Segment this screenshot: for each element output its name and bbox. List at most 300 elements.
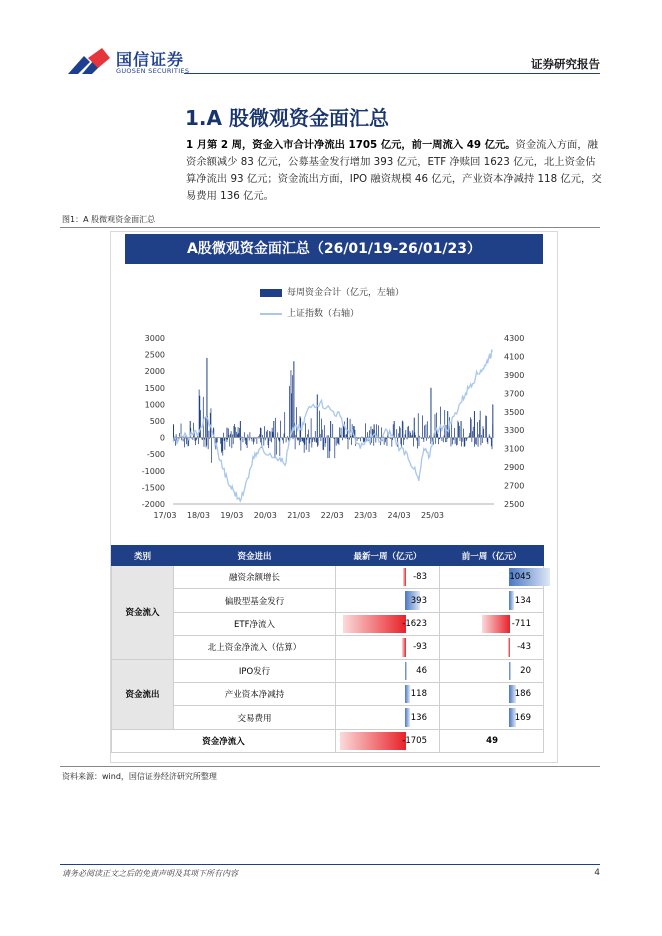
flow-bar	[391, 438, 392, 447]
flow-bar	[289, 386, 290, 438]
prev-cell-bar	[482, 615, 510, 633]
prev-cell	[440, 612, 544, 635]
flow-bar	[307, 434, 308, 437]
flow-bar-peak	[394, 421, 395, 438]
flow-bar	[400, 428, 401, 438]
flow-bar	[245, 438, 246, 441]
flow-bar	[410, 431, 411, 437]
flow-bar	[234, 424, 235, 438]
flow-bar	[323, 438, 324, 451]
flow-bar	[227, 438, 228, 442]
flow-bar	[400, 438, 401, 445]
flow-bar	[460, 438, 461, 441]
flow-bar	[324, 425, 325, 437]
flow-bar	[270, 431, 271, 437]
flow-bar	[259, 434, 260, 437]
page-number: 4	[594, 868, 600, 878]
flow-bar	[396, 429, 397, 437]
item-cell: 产业资本净减持	[174, 682, 336, 705]
latest-cell-bar	[405, 708, 410, 726]
flow-bar	[346, 434, 347, 438]
net-prev-cell	[440, 729, 544, 752]
flow-bar	[304, 438, 305, 445]
flow-bar	[306, 438, 307, 450]
flow-bar	[239, 428, 240, 438]
table-header-row	[112, 546, 544, 566]
flow-bar	[272, 428, 273, 438]
right-tick-label: 3900	[504, 370, 525, 380]
prev-cell-bar	[508, 638, 510, 656]
flow-bar	[295, 438, 296, 450]
flow-bar	[224, 438, 225, 450]
flow-bar	[299, 438, 300, 446]
flow-bar	[476, 438, 477, 445]
flow-bar	[349, 438, 350, 440]
prev-cell	[440, 636, 544, 659]
flow-bar	[272, 432, 273, 438]
flow-bar	[283, 438, 284, 444]
flow-bar	[268, 438, 269, 449]
category-cell: 资金流出	[112, 659, 174, 729]
flow-bar	[336, 438, 337, 446]
flow-bar-peak	[293, 361, 294, 437]
prev-cell-value: 186	[514, 689, 531, 700]
flow-bar	[337, 438, 338, 444]
flow-bar	[375, 438, 376, 443]
left-tick-label: -1500	[141, 483, 165, 493]
item-cell: ETF净流入	[174, 612, 336, 635]
header-category: 类别	[112, 546, 174, 566]
flow-bar	[442, 438, 443, 441]
flow-bar	[328, 435, 329, 437]
flow-bar	[338, 438, 339, 444]
flow-bar	[427, 421, 428, 437]
flow-bar	[282, 438, 283, 441]
left-tick-label: 2500	[144, 350, 165, 360]
flow-bar	[472, 431, 473, 437]
table-row	[112, 612, 544, 635]
flow-bar	[204, 438, 205, 447]
flow-bar	[385, 438, 386, 443]
left-tick-label: 3000	[144, 334, 165, 343]
flow-bar-peak	[206, 358, 207, 438]
flow-bar	[486, 416, 487, 438]
flow-bar	[243, 438, 244, 443]
flow-bar	[463, 429, 464, 438]
flow-bar	[256, 438, 257, 444]
flow-bar	[327, 435, 328, 437]
flow-bar	[232, 434, 233, 437]
flow-bar	[464, 438, 465, 447]
flow-bar	[195, 438, 196, 446]
prev-cell-value: 134	[514, 595, 531, 606]
flow-bar	[231, 431, 232, 437]
header-prev: 前一周（亿元）	[440, 546, 544, 566]
flow-bar	[422, 415, 423, 437]
flow-bar	[302, 438, 303, 442]
category-cell: 资金流入	[112, 566, 174, 660]
flow-bar	[186, 438, 187, 445]
flow-bar	[371, 438, 372, 443]
flow-bar	[311, 418, 312, 437]
flow-bar	[247, 434, 248, 437]
flow-bar	[240, 438, 241, 441]
flow-bar	[322, 430, 323, 438]
flow-bar	[470, 417, 471, 437]
flow-bar	[298, 438, 299, 441]
table-row	[112, 636, 544, 659]
flow-bar-peak	[474, 411, 475, 438]
flow-bar	[417, 438, 418, 449]
section-title: 1.A 股微观资金面汇总	[185, 106, 389, 130]
flow-bar-peak	[240, 421, 241, 438]
flow-bar	[195, 438, 196, 441]
logo-text-cn: 国信证券	[116, 50, 185, 69]
summary-paragraph	[186, 137, 602, 205]
prev-cell	[440, 659, 544, 682]
flow-bar	[181, 438, 182, 441]
right-tick-label: 4300	[504, 334, 525, 343]
flow-bar	[478, 438, 479, 447]
flow-bar	[455, 438, 456, 444]
flow-bar	[487, 438, 488, 445]
flow-bar	[302, 438, 303, 442]
flow-bar	[325, 438, 326, 447]
flow-bar	[305, 423, 306, 437]
flow-bar	[403, 422, 404, 438]
item-cell: 北上资金净流入（估算）	[174, 636, 336, 659]
flow-bar	[365, 423, 366, 437]
flow-bar	[373, 438, 374, 446]
table-row	[112, 659, 544, 682]
prev-cell-bar	[509, 662, 511, 680]
guosen-logo-icon	[66, 48, 112, 78]
flow-bar	[344, 421, 345, 437]
flow-bar	[458, 422, 459, 437]
flow-bar	[271, 438, 272, 443]
flow-bar	[250, 432, 251, 437]
flow-bar	[314, 438, 315, 440]
legend-label-bars: 每周资金合计（亿元，左轴）	[287, 288, 405, 298]
flow-bar	[254, 438, 255, 442]
logo-text-en: GUOSEN SECURITIES	[116, 67, 190, 75]
flow-bar	[346, 435, 347, 438]
flow-bar	[304, 438, 305, 453]
flow-bar	[263, 438, 264, 446]
item-cell: 融资余额增长	[174, 566, 336, 589]
latest-cell	[336, 659, 440, 682]
flow-bar	[234, 426, 235, 438]
flow-bar	[426, 424, 427, 437]
flow-summary-table	[111, 545, 544, 753]
flow-bar	[252, 438, 253, 442]
flow-bar	[381, 427, 382, 437]
flow-bar	[446, 425, 447, 438]
flow-bar	[487, 438, 488, 442]
flow-bar	[221, 438, 222, 453]
flow-bar-peak	[227, 428, 228, 438]
flow-bar	[474, 438, 475, 447]
flow-bar	[453, 438, 454, 441]
report-type-label: 证券研究报告	[531, 57, 600, 71]
weekly-flow-bars	[173, 358, 493, 463]
flow-bar	[217, 438, 218, 443]
latest-cell	[336, 706, 440, 729]
flow-bar	[277, 432, 278, 437]
latest-cell-value: 136	[410, 712, 427, 723]
right-tick-label: 3300	[504, 426, 525, 436]
flow-bar	[407, 427, 408, 438]
flow-bar	[479, 420, 480, 438]
prev-cell-value: -43	[517, 642, 531, 653]
flow-bar	[348, 438, 349, 450]
flow-bar	[435, 438, 436, 444]
flow-bar	[399, 426, 400, 437]
figure-caption: 图1：A 股微观资金面汇总	[62, 215, 156, 224]
flow-bar	[270, 438, 271, 441]
flow-bar	[352, 435, 353, 438]
flow-bar	[341, 428, 342, 438]
latest-cell-bar	[403, 568, 406, 586]
figure-bottom-rule	[60, 766, 600, 767]
flow-bar	[288, 438, 289, 440]
x-tick-label: 21/03	[287, 511, 311, 520]
flow-bar	[231, 438, 232, 449]
left-tick-label: 0	[159, 433, 165, 443]
latest-cell	[336, 612, 440, 635]
flow-bar	[284, 412, 285, 437]
flow-bar	[424, 425, 425, 437]
flow-bar	[311, 438, 312, 448]
legend-bar-swatch	[260, 289, 282, 297]
net-label: 资金净流入	[112, 729, 336, 752]
flow-bar	[367, 432, 368, 437]
flow-bar	[284, 434, 285, 438]
flow-bar	[475, 438, 476, 445]
flow-bar	[260, 438, 261, 443]
flow-bar	[265, 438, 266, 441]
flow-bar	[314, 438, 315, 442]
flow-bar	[223, 433, 224, 438]
flow-bar	[200, 410, 201, 437]
table-row	[112, 589, 544, 612]
flow-bar	[321, 419, 322, 438]
flow-bar	[227, 438, 228, 440]
flow-bar	[317, 438, 318, 447]
flow-bar-peak	[347, 418, 348, 438]
flow-bar	[312, 438, 313, 443]
flow-bar	[369, 430, 370, 437]
flow-bar	[334, 438, 335, 459]
flow-bar	[276, 438, 277, 455]
latest-cell-value: 118	[410, 689, 427, 700]
flow-bar	[481, 438, 482, 446]
flow-bar	[482, 438, 483, 443]
flow-bar	[438, 438, 439, 445]
latest-cell-bar	[343, 615, 406, 633]
flow-bar	[343, 425, 344, 438]
left-tick-label: 1500	[144, 383, 165, 393]
flow-bar	[206, 438, 207, 446]
left-tick-label: 500	[149, 417, 165, 426]
x-tick-label: 23/03	[354, 511, 378, 520]
flow-bar	[280, 421, 281, 438]
flow-bar	[461, 438, 462, 447]
flow-bar	[247, 438, 248, 448]
flow-bar-peak	[430, 388, 431, 438]
flow-bar	[267, 430, 268, 438]
flow-bar	[222, 438, 223, 451]
flow-bar	[423, 438, 424, 442]
flow-bar	[457, 438, 458, 445]
flow-bar	[295, 435, 296, 438]
flow-bar	[342, 438, 343, 441]
prev-cell-value: -711	[511, 618, 531, 629]
flow-bar	[418, 413, 419, 437]
flow-bar	[459, 426, 460, 438]
flow-bar	[307, 438, 308, 440]
flow-bar	[492, 438, 493, 450]
flow-bar	[415, 435, 416, 438]
flow-bar	[238, 433, 239, 437]
flow-bar-peak	[173, 424, 174, 437]
flow-bar	[444, 435, 445, 437]
flow-bar	[233, 438, 234, 445]
item-cell: 偏股型基金发行	[174, 589, 336, 612]
flow-bar	[208, 431, 209, 438]
x-tick-label: 19/03	[220, 511, 244, 520]
flow-bar	[405, 430, 406, 438]
flow-bar	[291, 370, 292, 437]
flow-bar	[343, 425, 344, 437]
flow-bar	[485, 416, 486, 438]
right-tick-label: 4100	[504, 352, 525, 362]
flow-bar	[412, 435, 413, 438]
flow-bar	[176, 434, 177, 437]
flow-bar	[229, 438, 230, 447]
flow-bar	[211, 438, 212, 463]
left-tick-label: -500	[146, 450, 165, 460]
left-tick-label: -2000	[141, 500, 165, 509]
header-divider	[184, 73, 600, 74]
flow-bar	[426, 438, 427, 441]
flow-bar	[327, 438, 328, 458]
flow-bar	[249, 438, 250, 441]
flow-bar	[246, 438, 247, 446]
right-tick-label: 3700	[504, 389, 525, 399]
flow-bar-peak	[492, 404, 493, 437]
flow-bar	[404, 438, 405, 440]
flow-bar-peak	[273, 421, 274, 438]
flow-bar	[446, 438, 447, 442]
flow-bar	[403, 438, 404, 445]
flow-bar	[220, 438, 221, 444]
flow-bar	[235, 427, 236, 437]
flow-bar	[481, 435, 482, 438]
net-row	[112, 729, 544, 752]
figure-banner: A股微观资金面汇总（26/01/19-26/01/23）	[125, 234, 543, 264]
flow-bar-peak	[414, 418, 415, 438]
flow-bar	[316, 438, 317, 443]
flow-bar	[387, 438, 388, 446]
prev-cell	[440, 589, 544, 612]
flow-bar	[408, 426, 409, 438]
flow-bar	[315, 431, 316, 438]
latest-cell-value: -93	[413, 642, 427, 653]
flow-bar	[236, 432, 237, 438]
prev-cell	[440, 566, 544, 589]
flow-bar	[398, 433, 399, 437]
flow-bar-peak	[330, 421, 331, 438]
item-cell: 交易费用	[174, 706, 336, 729]
flow-bar	[320, 434, 321, 438]
left-tick-label: 1000	[144, 400, 165, 410]
header-latest: 最新一周（亿元）	[336, 546, 440, 566]
prev-cell-value: 20	[520, 665, 531, 676]
flow-bar	[456, 438, 457, 446]
flow-bar	[296, 407, 297, 437]
flow-bar-peak	[447, 411, 448, 438]
flow-bar	[238, 427, 239, 437]
net-latest-cell-value: -1705	[402, 735, 427, 746]
flow-bar	[458, 421, 459, 438]
flow-bar	[208, 438, 209, 449]
x-tick-label: 18/03	[186, 511, 210, 520]
flow-bar	[444, 410, 445, 438]
flow-bar	[229, 435, 230, 438]
combo-chart	[110, 328, 556, 528]
flow-bar	[340, 435, 341, 438]
flow-bar	[262, 435, 263, 438]
table-row	[112, 706, 544, 729]
net-latest-cell	[336, 729, 440, 752]
item-cell: IPO发行	[174, 659, 336, 682]
table-row	[112, 566, 544, 589]
flow-bar	[286, 438, 287, 443]
flow-bar	[491, 438, 492, 447]
prev-cell-value: 169	[514, 712, 531, 723]
right-tick-label: 2500	[504, 500, 525, 509]
x-tick-label: 17/03	[153, 511, 177, 520]
flow-bar	[205, 418, 206, 438]
latest-cell-value: -83	[413, 572, 427, 583]
latest-cell-value: -1623	[402, 618, 427, 629]
flow-bar	[384, 438, 385, 445]
flow-bar	[445, 438, 446, 443]
left-tick-label: -1000	[141, 466, 165, 476]
flow-bar	[480, 411, 481, 438]
flow-bar	[478, 434, 479, 437]
flow-bar	[303, 438, 304, 443]
flow-bar	[452, 438, 453, 445]
source-note: 资料来源：wind，国信证券经济研究所整理	[62, 772, 217, 781]
flow-bar	[469, 433, 470, 438]
x-tick-label: 20/03	[253, 511, 277, 520]
x-tick-label: 22/03	[320, 511, 344, 520]
flow-bar	[440, 407, 441, 438]
flow-bar-peak	[317, 394, 318, 437]
flow-bar	[237, 434, 238, 437]
legend-line-swatch	[260, 313, 282, 315]
latest-cell	[336, 682, 440, 705]
flow-bar	[230, 434, 231, 438]
flow-bar	[192, 438, 193, 440]
flow-bar	[332, 424, 333, 438]
flow-bar	[339, 427, 340, 437]
flow-bar	[325, 438, 326, 443]
latest-cell	[336, 589, 440, 612]
summary-rest: 资金流入方面，融资余额减少 83 亿元，公募基金发行增加 393 亿元，ETF 净赎回 1623 亿元，北上资金估算净流出 93 亿元；资金流出方面，IPO 融资规模 46 亿元，产业资本净减持 118 亿元，交易费用 136 亿元。	[186, 139, 602, 202]
